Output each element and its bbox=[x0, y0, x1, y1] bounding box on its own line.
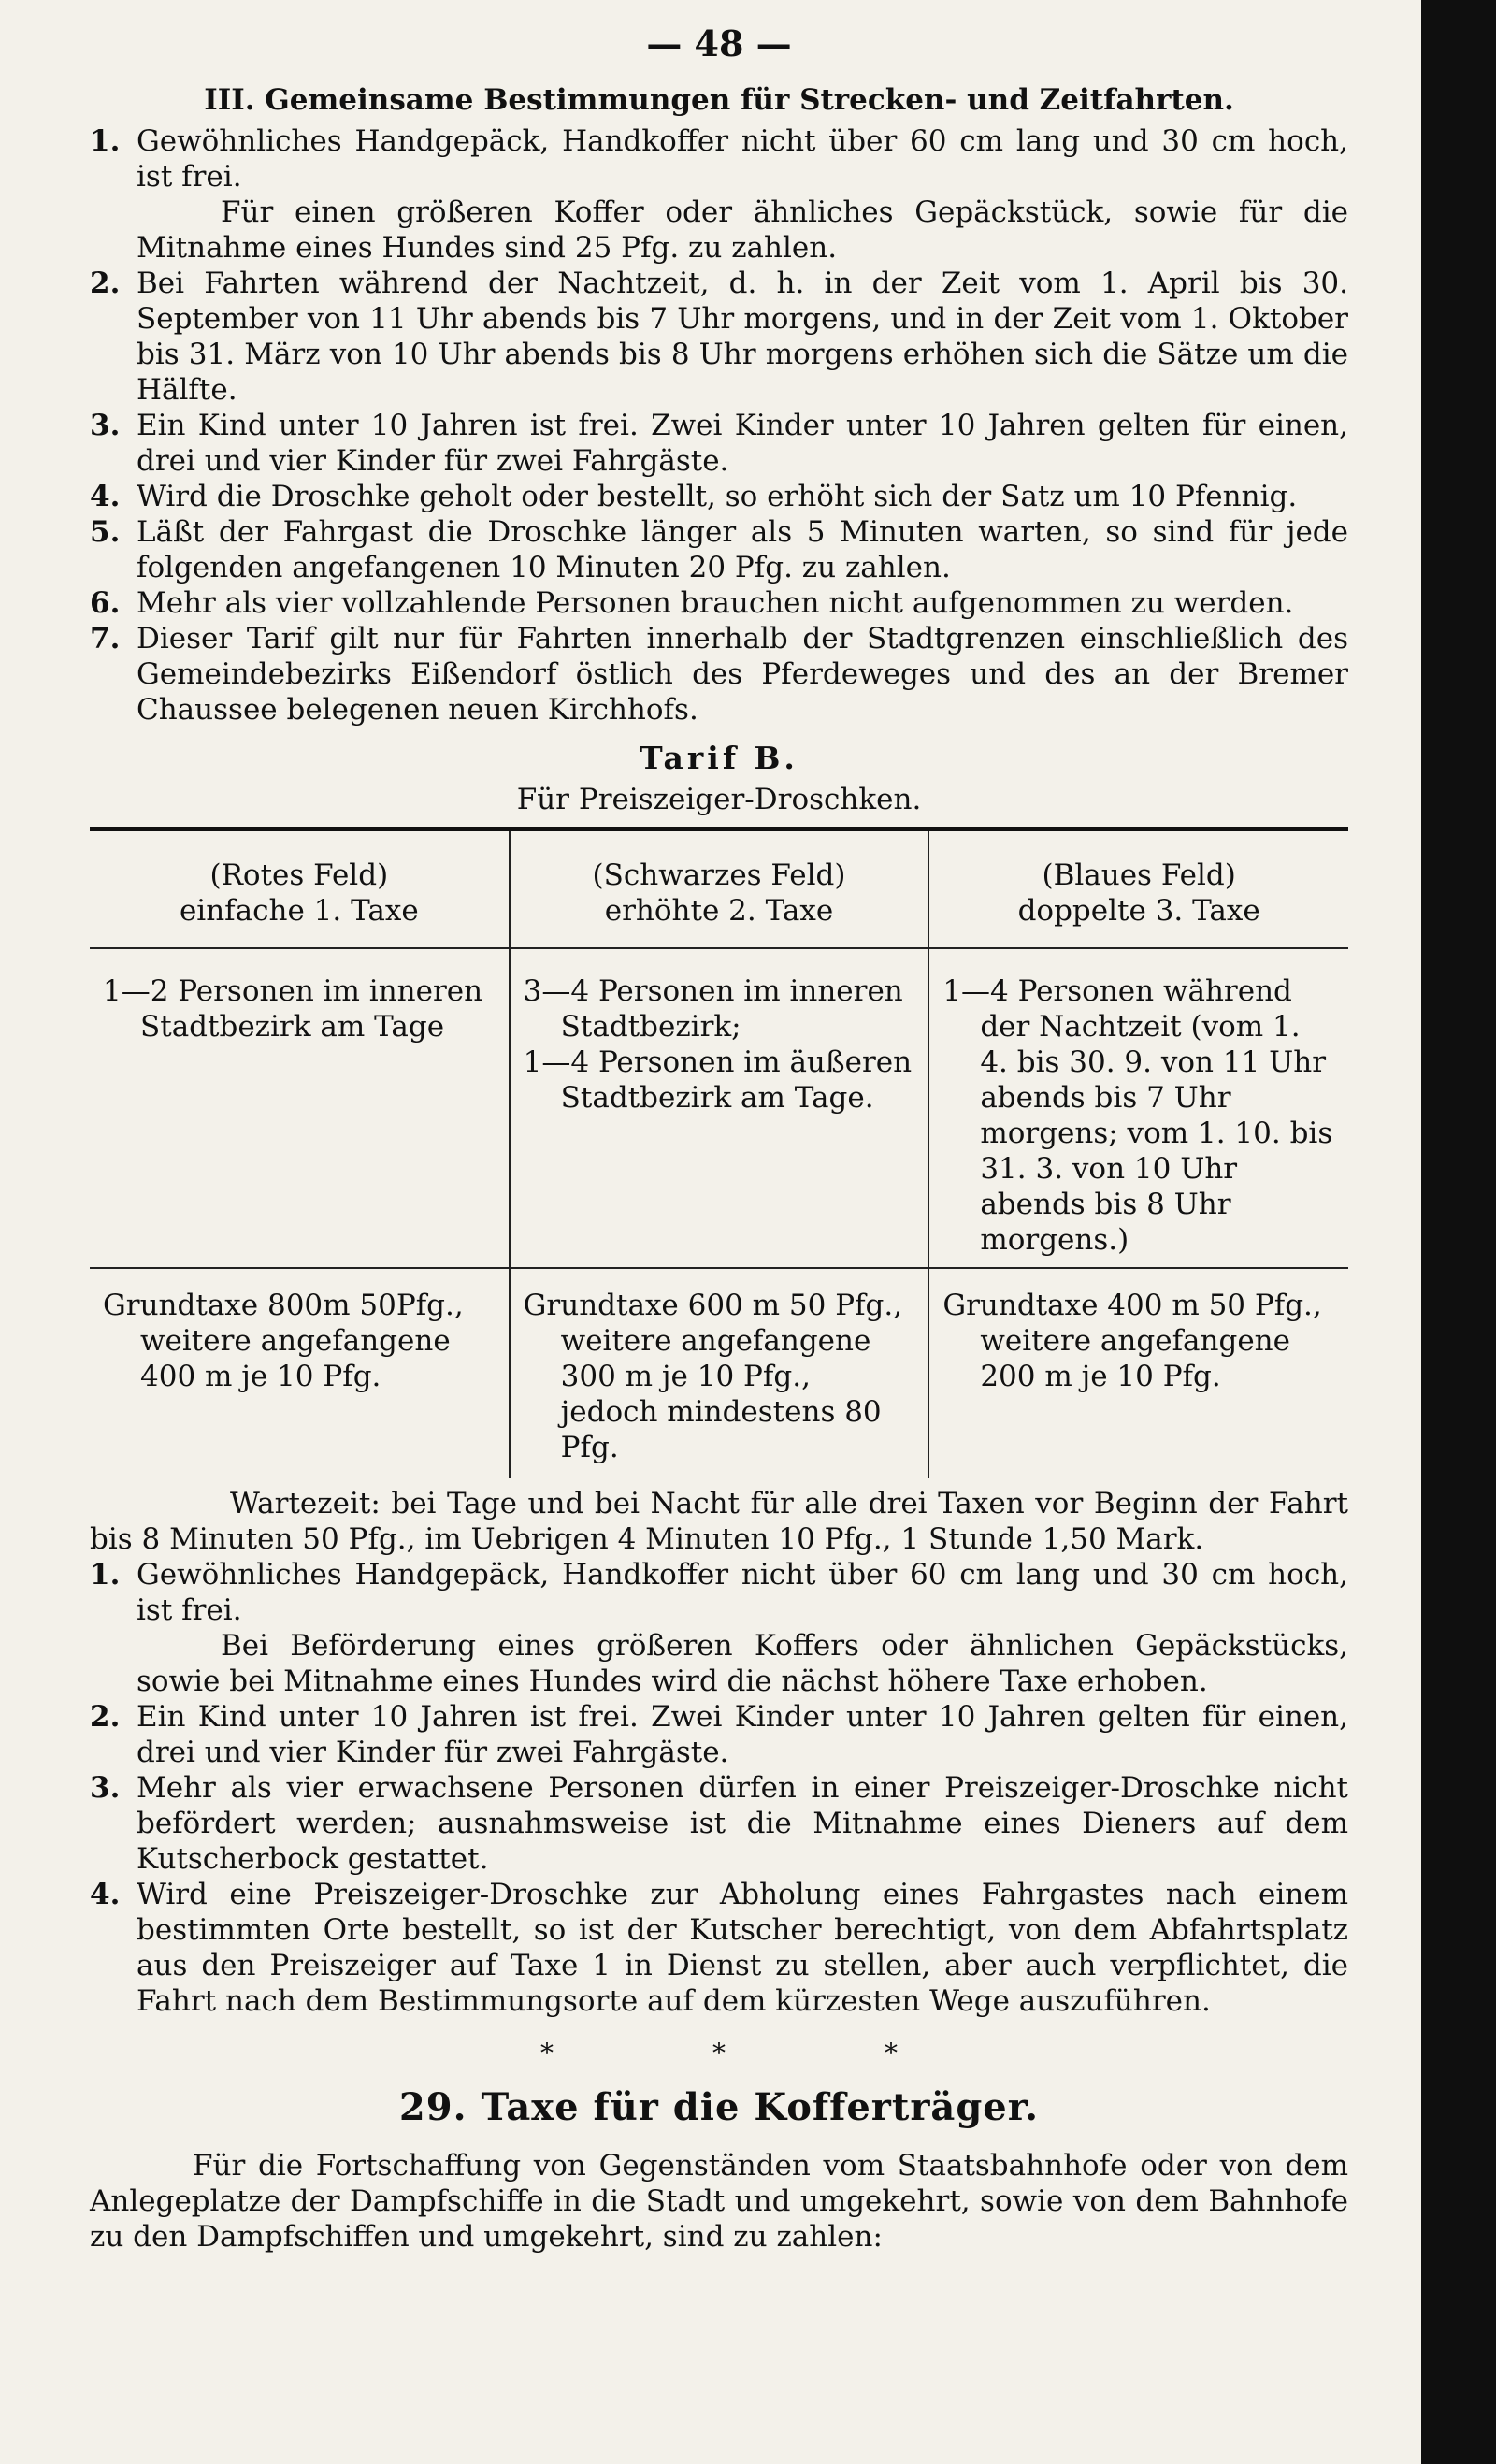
item-text: Wird die Droschke geholt oder bestellt, so erhöht sich der Satz um 10 Pfennig. bbox=[137, 480, 1298, 513]
item-number: 2. bbox=[90, 1700, 121, 1734]
item-number: 5. bbox=[90, 515, 121, 549]
item-text: Ein Kind unter 10 Jahren ist frei. Zwei Kinder unter 10 Jahren gelten für einen, drei und vier Kinder für zwei Fahrgäste. bbox=[137, 409, 1348, 478]
item-text: Bei Fahrten während der Nachtzeit, d. h. in der Zeit vom 1. April bis 30. September von 11 Uhr abends bis 7 Uhr morgens, und in der Zeit vom 1. Oktober bis 31. März von 10 Uhr abends bis 8 Uhr morgens erhöhen sich die Sätze um die Hälfte. bbox=[137, 267, 1348, 407]
table-row bbox=[90, 948, 1348, 1268]
asterisk: * bbox=[712, 2038, 726, 2068]
asterisk: * bbox=[540, 2038, 554, 2068]
item-number: 6. bbox=[90, 586, 121, 620]
field-label: (Blaues Feld) bbox=[1042, 858, 1236, 892]
list-item bbox=[90, 1699, 1348, 1770]
field-label: (Rotes Feld) bbox=[209, 858, 389, 892]
cell-text: Grundtaxe 600 m 50 Pfg., weitere angefangene 300 m je 10 Pfg., jedoch mindestens 80 Pfg. bbox=[523, 1289, 903, 1464]
table-cell bbox=[90, 1268, 510, 1478]
item-text: Läßt der Fahrgast die Droschke länger als 5 Minuten warten, so sind für jede folgenden angefangenen 10 Minuten 20 Pfg. zu zahlen. bbox=[137, 515, 1348, 584]
table-row bbox=[90, 1268, 1348, 1478]
section-heading: III. Gemeinsame Bestimmungen für Strecken- und Zeitfahrten. bbox=[204, 83, 1234, 117]
column-header-red bbox=[90, 831, 510, 948]
list-item bbox=[90, 621, 1348, 728]
list-item bbox=[90, 123, 1348, 195]
item-text: Mehr als vier erwachsene Personen dürfen in einer Preiszeiger-Droschke nicht befördert werden; ausnahmsweise ist die Mitnahme eines Dieners auf dem Kutscherbock gestattet. bbox=[137, 1771, 1348, 1876]
list-item bbox=[90, 1877, 1348, 2019]
tax-label: einfache 1. Taxe bbox=[179, 894, 419, 928]
list-item bbox=[90, 514, 1348, 585]
table-header-row bbox=[90, 831, 1348, 948]
item-text: Mehr als vier vollzahlende Personen brauchen nicht aufgenommen zu werden. bbox=[137, 586, 1294, 620]
item-number: 7. bbox=[90, 622, 121, 656]
table-cell bbox=[510, 1268, 929, 1478]
list-item bbox=[90, 408, 1348, 479]
scan-edge bbox=[1421, 0, 1496, 2464]
list-item bbox=[90, 266, 1348, 408]
column-header-black bbox=[510, 831, 929, 948]
paragraph: Für einen größeren Koffer oder ähnliches Gepäckstück, sowie für die Mitnahme eines Hundes sind 25 Pfg. zu zahlen. bbox=[137, 195, 1348, 265]
tarif-table bbox=[90, 831, 1348, 1478]
cell-text: Grundtaxe 400 m 50 Pfg., weitere angefangene 200 m je 10 Pfg. bbox=[942, 1289, 1322, 1393]
tarif-b-list bbox=[90, 1557, 1348, 2019]
item-text: Gewöhnliches Handgepäck, Handkoffer nicht über 60 cm lang und 30 cm hoch, ist frei. bbox=[137, 124, 1348, 194]
cell-text: Grundtaxe 800m 50Pfg., weitere angefangene 400 m je 10 Pfg. bbox=[103, 1289, 464, 1393]
list-item bbox=[90, 1557, 1348, 1628]
tax-label: erhöhte 2. Taxe bbox=[604, 894, 834, 928]
table-cell bbox=[510, 948, 929, 1268]
item-number: 3. bbox=[90, 1771, 121, 1805]
tax-label: doppelte 3. Taxe bbox=[1017, 894, 1260, 928]
list-item bbox=[90, 479, 1348, 514]
item-number: 2. bbox=[90, 267, 121, 300]
column-header-blue bbox=[928, 831, 1348, 948]
section-text: Für die Fortschaffung von Gegenständen vom Staatsbahnhofe oder von dem Anlegeplatze der Dampfschiffe in die Stadt und umgekehrt, sowie von dem Bahnhofe zu den Dampfschiffen und umgekehrt, sind zu zahlen: bbox=[90, 2149, 1348, 2254]
table-cell bbox=[928, 948, 1348, 1268]
cell-text: 1—4 Personen im äußeren Stadtbezirk am Tage. bbox=[523, 1045, 913, 1115]
item-text: Ein Kind unter 10 Jahren ist frei. Zwei Kinder unter 10 Jahren gelten für einen, drei und vier Kinder für zwei Fahrgäste. bbox=[137, 1700, 1348, 1769]
field-label: (Schwarzes Feld) bbox=[592, 858, 846, 892]
list-item bbox=[90, 1770, 1348, 1877]
item-number: 3. bbox=[90, 409, 121, 442]
table-cell bbox=[90, 948, 510, 1268]
list-item bbox=[90, 585, 1348, 621]
cell-text: 3—4 Personen im inneren Stadtbezirk; bbox=[523, 974, 903, 1044]
table-cell bbox=[928, 1268, 1348, 1478]
item-text: Wird eine Preiszeiger-Droschke zur Abholung eines Fahrgastes nach einem bestimmten Orte bestellt, so ist der Kutscher berechtigt, von dem Abfahrtsplatz aus den Preiszeiger auf Taxe 1 in Dienst zu stellen, aber auch verpflichtet, die Fahrt nach dem Bestimmungsorte auf dem kürzesten Wege auszuführen. bbox=[137, 1878, 1348, 2018]
tarif-title: Tarif B. bbox=[640, 740, 798, 776]
cell-text: 1—4 Personen während der Nachtzeit (vom 1. 4. bis 30. 9. von 11 Uhr abends bis 7 Uhr morgens; vom 1. 10. bis 31. 3. von 10 Uhr abends bis 8 Uhr morgens.) bbox=[942, 974, 1333, 1257]
item-number: 4. bbox=[90, 1878, 121, 1911]
item-number: 1. bbox=[90, 1558, 121, 1592]
wait-time-text: Wartezeit: bei Tage und bei Nacht für alle drei Taxen vor Beginn der Fahrt bis 8 Minuten 50 Pfg., im Uebrigen 4 Minuten 10 Pfg., 1 Stunde 1,50 Mark. bbox=[90, 1487, 1348, 1556]
section3-list bbox=[90, 123, 1348, 728]
tarif-subtitle: Für Preiszeiger-Droschken. bbox=[516, 783, 922, 816]
page-number: — 48 — bbox=[646, 22, 792, 65]
cell-text: 1—2 Personen im inneren Stadtbezirk am Tage bbox=[103, 974, 483, 1044]
paragraph: Bei Beförderung eines größeren Koffers oder ähnlichen Gepäckstücks, sowie bei Mitnahme eines Hundes wird die nächst höhere Taxe erhoben. bbox=[137, 1629, 1348, 1698]
item-text: Dieser Tarif gilt nur für Fahrten innerhalb der Stadtgrenzen einschließlich des Gemeindebezirks Eißendorf östlich des Pferdeweges und des an der Bremer Chaussee belegenen neuen Kirchhofs. bbox=[137, 622, 1348, 727]
item-text: Gewöhnliches Handgepäck, Handkoffer nicht über 60 cm lang und 30 cm hoch, ist frei. bbox=[137, 1558, 1348, 1627]
item-number: 4. bbox=[90, 480, 121, 513]
asterisk: * bbox=[885, 2038, 898, 2068]
item-number: 1. bbox=[90, 124, 121, 158]
section-divider bbox=[90, 2036, 1348, 2071]
section-title: 29. Taxe für die Kofferträger. bbox=[398, 2085, 1040, 2129]
